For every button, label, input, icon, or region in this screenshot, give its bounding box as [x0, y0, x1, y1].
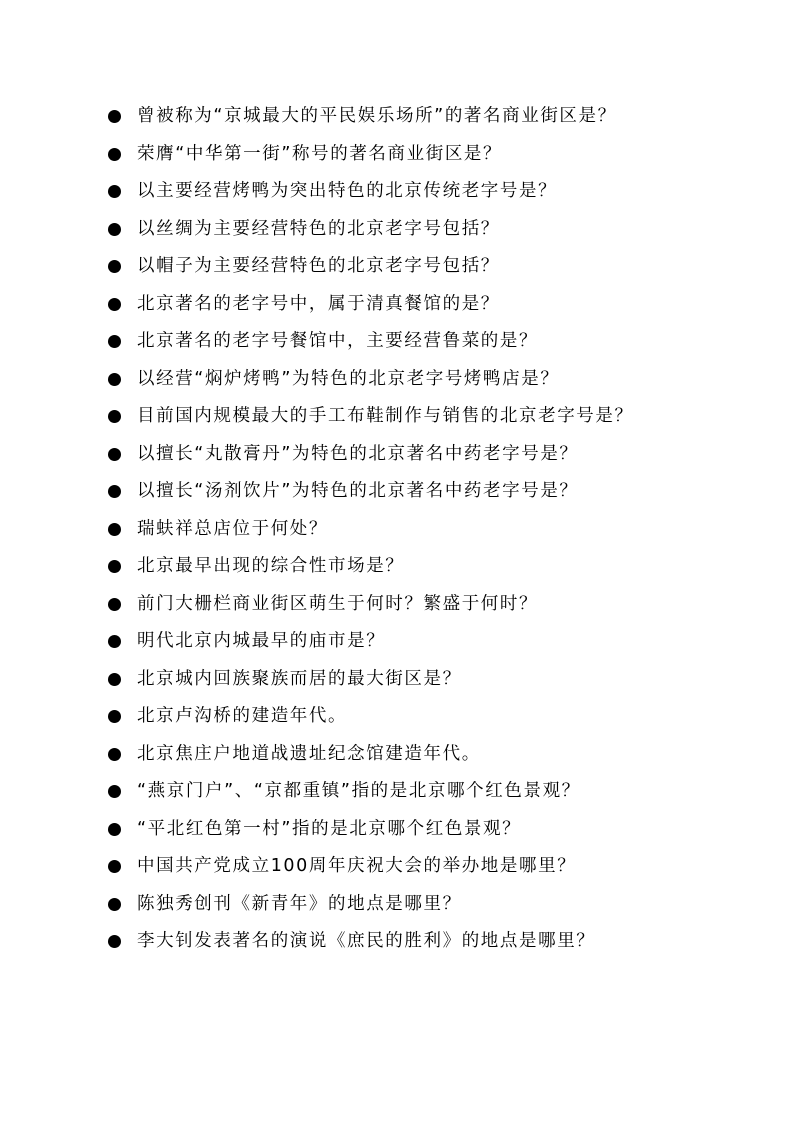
question-text: 中国共产党成立100周年庆祝大会的举办地是哪里？ — [137, 856, 577, 876]
bullet-icon — [108, 223, 121, 236]
question-text: 北京最早出现的综合性市场是？ — [137, 556, 405, 576]
question-list — [106, 98, 686, 961]
question-item — [106, 736, 686, 774]
bullet-icon — [108, 523, 121, 536]
bullet-icon — [108, 485, 121, 498]
bullet-icon — [108, 448, 121, 461]
question-item — [106, 136, 686, 174]
question-text: 明代北京内城最早的庙市是？ — [137, 631, 386, 651]
question-item — [106, 886, 686, 924]
bullet-icon — [108, 185, 121, 198]
question-text: 陈独秀创刊《新青年》的地点是哪里？ — [137, 893, 462, 914]
question-item — [106, 773, 686, 811]
question-text: 以擅长“丸散膏丹”为特色的北京著名中药老字号是？ — [137, 443, 579, 464]
question-item — [106, 586, 686, 624]
question-item — [106, 698, 686, 736]
bullet-icon — [108, 560, 121, 573]
bullet-icon — [108, 410, 121, 423]
question-text: 以丝绸为主要经营特色的北京老字号包括？ — [137, 218, 500, 239]
bullet-icon — [108, 785, 121, 798]
question-text: 曾被称为“京城最大的平民娱乐场所”的著名商业街区是？ — [137, 106, 617, 126]
question-text: 荣膺“中华第一街”称号的著名商业街区是？ — [137, 143, 503, 164]
bullet-icon — [108, 110, 121, 123]
question-item — [106, 511, 686, 549]
question-item — [106, 848, 686, 886]
bullet-icon — [108, 260, 121, 273]
question-text: 北京卢沟桥的建造年代。 — [137, 706, 348, 726]
question-item — [106, 623, 686, 661]
bullet-icon — [108, 710, 121, 723]
question-text: 北京著名的老字号餐馆中，主要经营鲁菜的是？ — [137, 331, 539, 351]
question-item — [106, 286, 686, 324]
question-item — [106, 811, 686, 849]
bullet-icon — [108, 148, 121, 161]
question-text: 李大钊发表著名的演说《庶民的胜利》的地点是哪里？ — [137, 931, 596, 951]
question-item — [106, 473, 686, 511]
bullet-icon — [108, 935, 121, 948]
question-text: 前门大栅栏商业街区萌生于何时？繁盛于何时？ — [137, 593, 539, 614]
question-text: 以擅长“汤剂饮片”为特色的北京著名中药老字号是？ — [137, 481, 579, 501]
question-text: 北京焦庄户地道战遗址纪念馆建造年代。 — [137, 743, 481, 764]
question-text: “平北红色第一村”指的是北京哪个红色景观？ — [137, 818, 522, 839]
bullet-icon — [108, 748, 121, 761]
question-item — [106, 248, 686, 286]
question-item — [106, 436, 686, 474]
bullet-icon — [108, 598, 121, 611]
question-item — [106, 923, 686, 961]
question-text: 瑞蚨祥总店位于何处？ — [137, 518, 328, 539]
question-item — [106, 548, 686, 586]
bullet-icon — [108, 373, 121, 386]
question-item — [106, 398, 686, 436]
question-text: 以经营“焖炉烤鸭”为特色的北京老字号烤鸭店是？ — [137, 368, 560, 389]
bullet-icon — [108, 298, 121, 311]
bullet-icon — [108, 860, 121, 873]
question-text: 北京著名的老字号中，属于清真餐馆的是？ — [137, 293, 500, 314]
question-text: 北京城内回族聚族而居的最大街区是？ — [137, 668, 462, 689]
bullet-icon — [108, 898, 121, 911]
question-text: “燕京门户”、“京都重镇”指的是北京哪个红色景观？ — [137, 781, 581, 801]
question-item — [106, 98, 686, 136]
bullet-icon — [108, 335, 121, 348]
question-item — [106, 661, 686, 699]
question-item — [106, 173, 686, 211]
question-text: 以主要经营烤鸭为突出特色的北京传统老字号是？ — [137, 181, 558, 201]
question-item — [106, 323, 686, 361]
question-item — [106, 361, 686, 399]
bullet-icon — [108, 635, 121, 648]
question-text: 以帽子为主要经营特色的北京老字号包括？ — [137, 256, 500, 276]
bullet-icon — [108, 673, 121, 686]
question-text: 目前国内规模最大的手工布鞋制作与销售的北京老字号是？ — [137, 406, 634, 426]
bullet-icon — [108, 823, 121, 836]
question-item — [106, 211, 686, 249]
